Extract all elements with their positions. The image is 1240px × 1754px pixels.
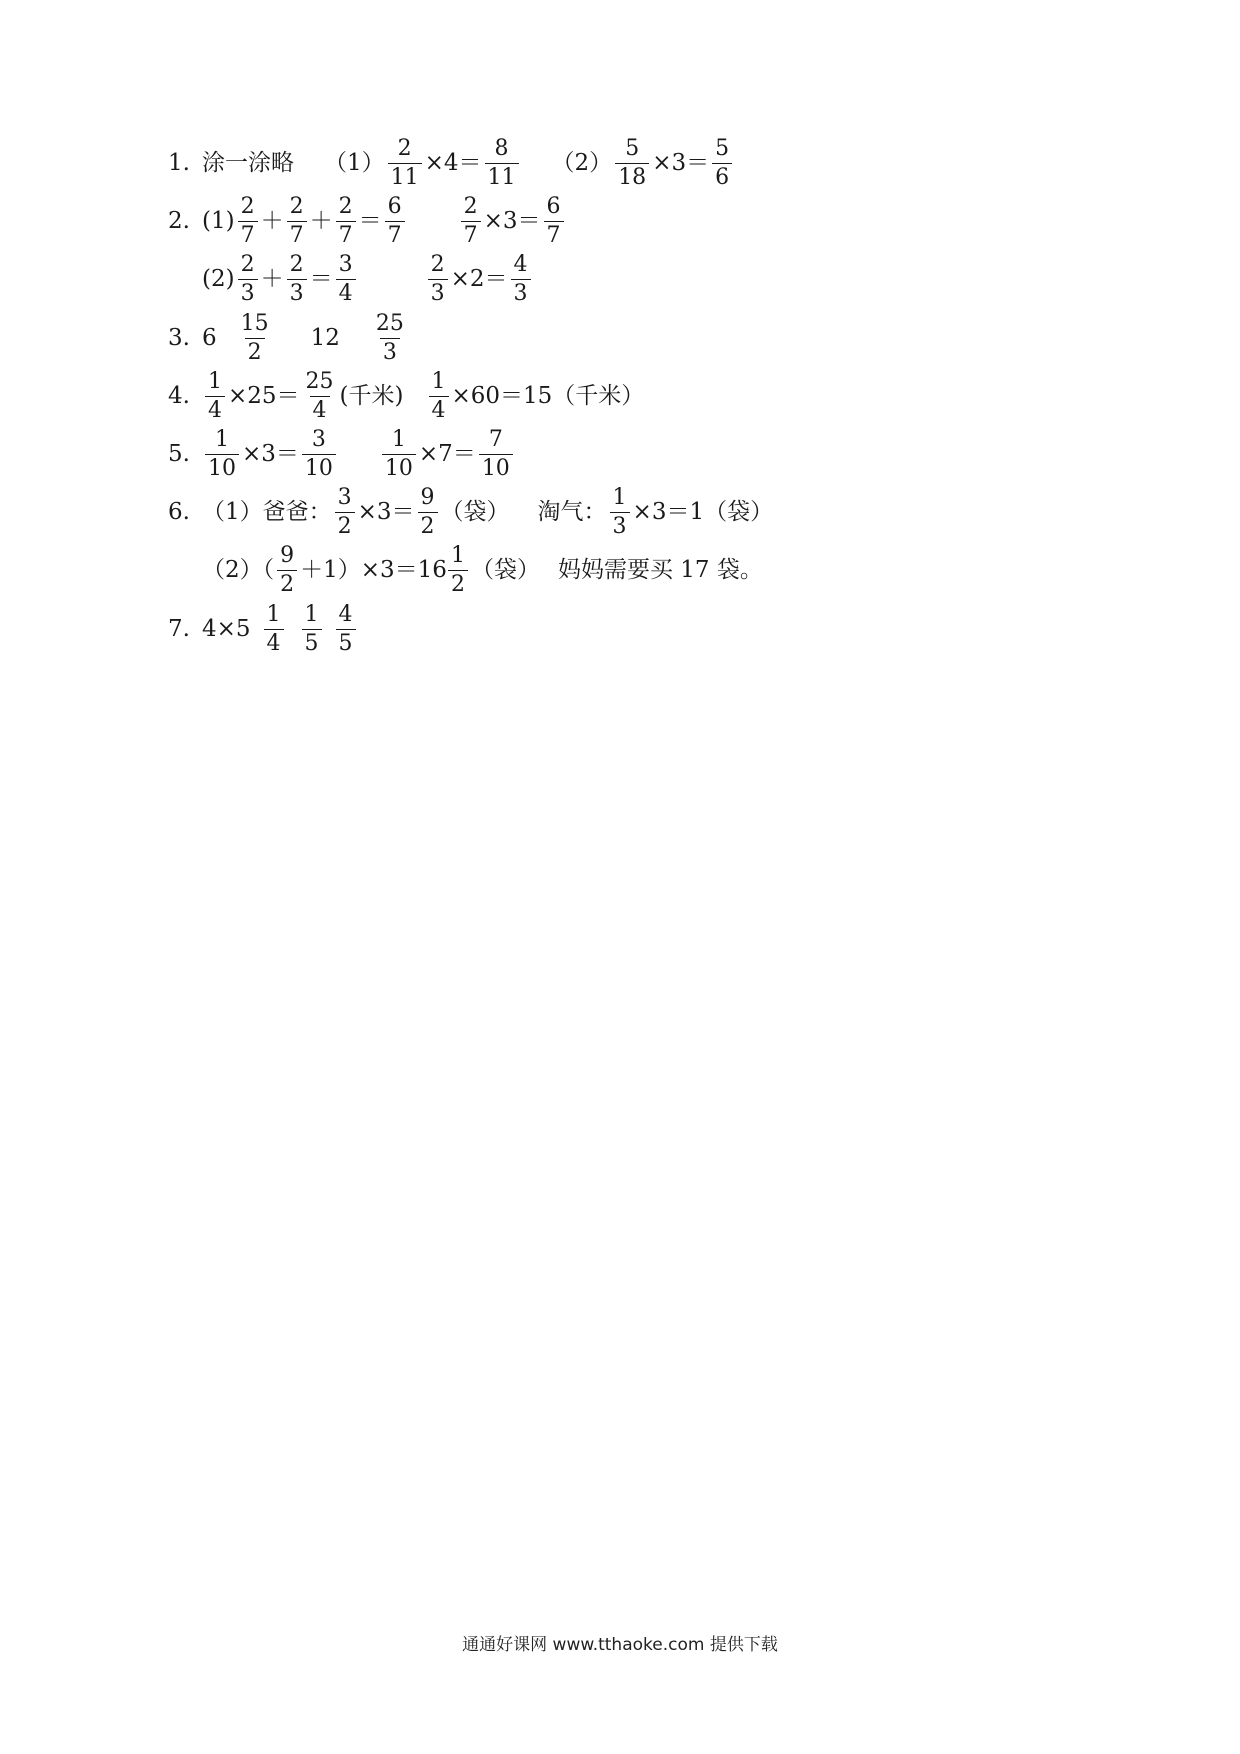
part-label: (1) bbox=[202, 208, 235, 234]
fraction: $\frac{2}{3}$ bbox=[428, 254, 448, 305]
mixed-fraction-part: $\frac{1}{2}$ bbox=[448, 545, 468, 596]
question-number: 7. bbox=[168, 616, 190, 642]
fraction: $\frac{3}{2}$ bbox=[335, 487, 355, 538]
value: 6 bbox=[202, 325, 217, 351]
conclusion-text: 妈妈需要买 17 袋。 bbox=[557, 557, 763, 583]
operator: ×60＝15（千米） bbox=[451, 383, 645, 409]
part-label: （1）爸爸： bbox=[202, 499, 332, 525]
fraction: $\frac{2}{3}$ bbox=[287, 254, 307, 305]
fraction: $\frac{1}{10}$ bbox=[382, 429, 416, 480]
operator: ＋ bbox=[260, 266, 284, 292]
question-number: 5. bbox=[168, 441, 190, 467]
fraction: $\frac{7}{10}$ bbox=[479, 429, 513, 480]
operator: ×7＝ bbox=[418, 441, 476, 467]
fraction: $\frac{1}{10}$ bbox=[205, 429, 239, 480]
part-label: （2）（ bbox=[202, 557, 275, 583]
answer-2-row-2 bbox=[202, 254, 534, 305]
operator: ×3＝1（袋） bbox=[632, 499, 774, 525]
operator: ＋ bbox=[260, 208, 284, 234]
answer-7 bbox=[168, 604, 359, 655]
answer-2-row-1 bbox=[168, 196, 567, 247]
fraction: $\frac{4}{5}$ bbox=[336, 604, 356, 655]
question-number: 2. bbox=[168, 208, 190, 234]
fraction: $\frac{1}{4}$ bbox=[264, 604, 284, 655]
operator: ×2＝ bbox=[450, 266, 508, 292]
operator: ×25＝ bbox=[228, 383, 300, 409]
fraction: $\frac{9}{2}$ bbox=[418, 487, 438, 538]
fraction: $\frac{5}{18}$ bbox=[615, 138, 649, 189]
unit: （袋） bbox=[470, 557, 540, 583]
answer-6-row-2 bbox=[202, 545, 763, 596]
fraction: $\frac{25}{3}$ bbox=[375, 311, 404, 365]
fraction: $\frac{2}{11}$ bbox=[388, 138, 422, 189]
operator: ×3＝ bbox=[483, 208, 541, 234]
fraction: $\frac{3}{4}$ bbox=[336, 254, 356, 305]
fraction: $\frac{3}{10}$ bbox=[302, 429, 336, 480]
question-number: 1. bbox=[168, 150, 190, 176]
operator: ×3＝ bbox=[242, 441, 299, 467]
fraction: $\frac{25}{4}$ bbox=[305, 369, 334, 423]
operator: ＋1）×3＝16 bbox=[300, 557, 447, 583]
part-label: (2) bbox=[202, 266, 235, 292]
fraction: $\frac{15}{2}$ bbox=[240, 311, 269, 365]
answer-5 bbox=[168, 429, 516, 480]
operator: ＋ bbox=[309, 208, 333, 234]
fraction: $\frac{1}{5}$ bbox=[302, 604, 322, 655]
fraction: $\frac{6}{7}$ bbox=[544, 196, 564, 247]
question-number: 3. bbox=[168, 325, 190, 351]
fraction: $\frac{1}{4}$ bbox=[429, 371, 449, 422]
question-number: 4. bbox=[168, 383, 190, 409]
part-label: （2） bbox=[551, 150, 613, 176]
operator: ＝ bbox=[358, 208, 382, 234]
operator: ×3＝ bbox=[357, 499, 415, 525]
fraction: $\frac{2}{7}$ bbox=[336, 196, 356, 247]
question-number: 6. bbox=[168, 499, 190, 525]
answer-4 bbox=[168, 371, 644, 422]
fraction: $\frac{2}{7}$ bbox=[287, 196, 307, 247]
answer-3 bbox=[168, 313, 410, 364]
answer-6-row-1 bbox=[168, 487, 773, 538]
operator: ×3＝ bbox=[652, 150, 710, 176]
fraction: $\frac{2}{7}$ bbox=[238, 196, 258, 247]
fraction: $\frac{6}{7}$ bbox=[385, 196, 405, 247]
footer-text: 通通好课网 www.tthaoke.com 提供下载 bbox=[462, 1635, 778, 1655]
operator: ×4＝ bbox=[424, 150, 482, 176]
answer-1 bbox=[168, 138, 735, 189]
fraction: $\frac{1}{3}$ bbox=[610, 487, 630, 538]
part-label: 淘气： bbox=[537, 499, 607, 525]
unit: （袋） bbox=[440, 499, 510, 525]
fraction: $\frac{8}{11}$ bbox=[485, 138, 519, 189]
part-label: （1） bbox=[324, 150, 385, 176]
fraction: $\frac{2}{7}$ bbox=[461, 196, 481, 247]
answer-text: 涂一涂略 bbox=[202, 150, 294, 176]
fraction: $\frac{4}{3}$ bbox=[511, 254, 531, 305]
value: 12 bbox=[310, 325, 340, 351]
fraction: $\frac{9}{2}$ bbox=[277, 545, 297, 596]
operator: ＝ bbox=[309, 266, 333, 292]
value: 4×5 bbox=[202, 616, 251, 642]
fraction: $\frac{2}{3}$ bbox=[238, 254, 258, 305]
fraction: $\frac{5}{6}$ bbox=[712, 138, 732, 189]
fraction: $\frac{1}{4}$ bbox=[205, 371, 225, 422]
unit: (千米) bbox=[339, 383, 404, 409]
